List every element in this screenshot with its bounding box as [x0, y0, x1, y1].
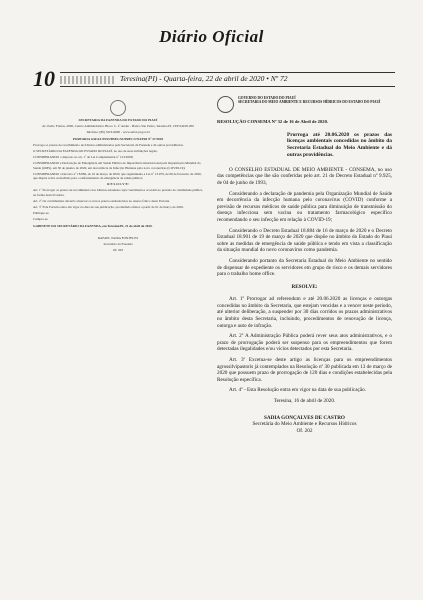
resolution-paragraph-1: O CONSELHO ESTADUAL DE MEIO AMBIENTE - CONSEMA, no uso das competências que lhe são conferidas pelo art. 21 do Decreto Estadual nº 9.925, de 04 de junho de 1993,	[217, 166, 392, 186]
resolution-signer: SADIA GONÇALVES DE CASTRO	[264, 414, 345, 421]
secretaria-name: SECRETARIA DO MEIO AMBIENTE E RECURSOS HÍDRICOS DO ESTADO DO PIAUÍ	[238, 100, 381, 105]
portaria-resolve: R E S O L V E:	[107, 182, 129, 187]
dateline: Teresina(PI) - Quarta-feira, 22 de abril de 2020 • Nº 72	[120, 74, 288, 83]
gazette-title: Diário Oficial	[159, 27, 264, 46]
resolution-art-1: Art. 1º Prorrogar ad referendum e até 20.06.2020 as licenças e outorgas concedidas no âmbito da Secretaria, que estejam vencidas e a vencer neste período, até ulterior deliberação, a suspender por 30 dias corridos os prazos administrativos no âmbito desta Secretaria, incluindo, procedimentos de renovação de licença, outorga e auto de infração.	[217, 296, 392, 329]
resolution-art-4: Art. 4º - Esta Resolução entra em vigor na data de sua publicação.	[229, 387, 367, 394]
resolution-code: Of. 202	[296, 427, 313, 434]
portaria-cumpra: Cumpra-se.	[33, 217, 49, 222]
resolution-art-2: Art. 2º A Administração Pública poderá rever seus atos administrativos, e o prazo de prorrogação poderá ser suspenso para os empreendimentos que forem detectadas ilegalidades e/ou vícios detectados por esta Secretaria.	[217, 333, 392, 353]
resolution-paragraph-2: Considerando a declaração de pandemia pela Organização Mundial de Saúde em decorrência da infecção humana pelo coronavírus (COVID) conforme a previsão de recursos médicos de saúde pública para diminuição de transmissão do doença infecciosa sem vacina ou tratamento farmacológico específico recomendando o seu infecção em relação à COVID-19;	[217, 190, 392, 223]
portaria-title: PORTARIA GSFAZ PI/SUBSEC/SUPREC/UNATRI Nº 27/2020	[72, 136, 164, 141]
state-crest-icon	[110, 100, 126, 116]
page-number: 10	[33, 66, 55, 91]
masthead-stripe	[60, 76, 115, 84]
gov-name: GOVERNO DO ESTADO DO PIAUÍ	[238, 96, 296, 100]
resolution-ementa: Prorroga até 20.06.2020 os prazos das licenças ambientais concedidas no âmbito da Secretaria Estadual do Meio Ambiente e dá outras providências.	[287, 131, 392, 158]
resolution-art-3: Art. 3º Excetua-se deste artigo as licenças para os empreendimentos agrossilvipastoris já contemplados na Resolução nº 30 publicada em 13 de março de 2020 que possuem prazo de prorrogação de 120 dias e condições estabelecidas pela Resolução específica.	[217, 357, 392, 383]
portaria-signer: RAFAEL TAJRA FONTELES	[97, 235, 139, 240]
masthead-rule-top	[60, 72, 395, 73]
masthead-rule-bottom	[60, 86, 395, 87]
masthead	[0, 10, 423, 72]
portaria-art-1: Art. 1º Prorrogar os prazos de recolhimento dos tributos estaduais cujos vencimentos ocorram no período de calamidade pública, na forma desta Portaria.	[33, 188, 203, 197]
resolution-signer-role: Secretária do Meio Ambiente e Recursos Hídricos	[252, 421, 357, 428]
portaria-considerando-2: CONSIDERANDO a Declaração de Emergência em Saúde Pública de Importância Internacional pela Organização Mundial da Saúde (OMS), em 30 de janeiro de 2020, em decorrência da Infecção Humana pelo novo coronavírus (COVID-19);	[33, 161, 201, 170]
portaria-preamble: Prorroga os prazos de recolhimento de tributos administrados pela Secretaria da Fazenda e dá outras providências.	[33, 142, 184, 147]
portaria-signature	[33, 236, 203, 253]
left-column	[33, 100, 203, 254]
right-column	[217, 96, 392, 434]
org-name: SECRETARIA DA FAZENDA DO ESTADO DO PIAUÍ	[78, 118, 158, 122]
portaria-code: Of. 003	[112, 248, 124, 253]
state-crest-icon	[217, 96, 234, 113]
resolution-header	[217, 96, 392, 113]
portaria-art-3: Art. 3º Esta Portaria entra em vigor na data de sua publicação, produzindo efeitos a partir de 01 de março de 2020.	[33, 205, 184, 210]
resolution-paragraph-4: Considerando portanto da Secretaria Estadual do Meio Ambiente no sentido de dispensar de expediente os servidores em grupo de risco e os demais servidores para o trabalho home office.	[217, 257, 392, 278]
portaria-art-2: Art. 2º Os contribuintes deverão observar os novos prazos estabelecidos no Anexo Único desta Portaria.	[33, 198, 171, 203]
org-address: Av. Pedro Freitas, 2000, Centro Administrativo Bloco C, 2º Andar - Bairro São Pedro, Teresina PI, CEP 64018-200	[42, 124, 194, 129]
portaria-signer-role: Secretário da Fazenda	[103, 242, 133, 247]
portaria-considerando-3: CONSIDERANDO o Decreto nº 18.884, de 16 de março de 2020, que regulamenta a Lei nº 13.979, de 06 de fevereiro de 2020, que dispõe sobre as medidas para o enfrentamento da emergência de saúde pública;	[33, 171, 202, 181]
org-phone: Telefone: (86) 3216-9600 - www.sefaz.pi.gov.br	[86, 130, 150, 135]
resolution-title: RESOLUÇÃO CONSEMA Nº 32 de 16 de Abril de 2020.	[217, 119, 329, 124]
resolution-resolve: RESOLVE:	[291, 283, 318, 290]
resolution-paragraph-3: Considerando o Decreto Estadual 18.884 de 16 de março de 2020 e o Decreto Estadual 18.901 de 19 de março de 2020 que dispõe no âmbito do Estado do Piauí sobre as medidas de emergência de saúde pública e tendo em vista a classificação da situação mundial do novo coronavírus como pandemia.	[217, 227, 392, 254]
portaria-considerando-1: CONSIDERANDO o disposto no art. 1º da Lei Complementar nº 123/2006;	[33, 155, 134, 160]
resolution-date: Teresina, 16 de abril de 2020.	[273, 398, 336, 404]
portaria-publique: Publique-se.	[33, 211, 50, 216]
portaria-secretario: O SECRETÁRIO DA FAZENDA DO ESTADO DO PIAUÍ, no uso de suas atribuições legais,	[33, 149, 158, 154]
portaria-gabinete: GABINETE DO SECRETÁRIO DA FAZENDA, em Teresina/PI, 21 de abril de 2020.	[33, 223, 153, 228]
